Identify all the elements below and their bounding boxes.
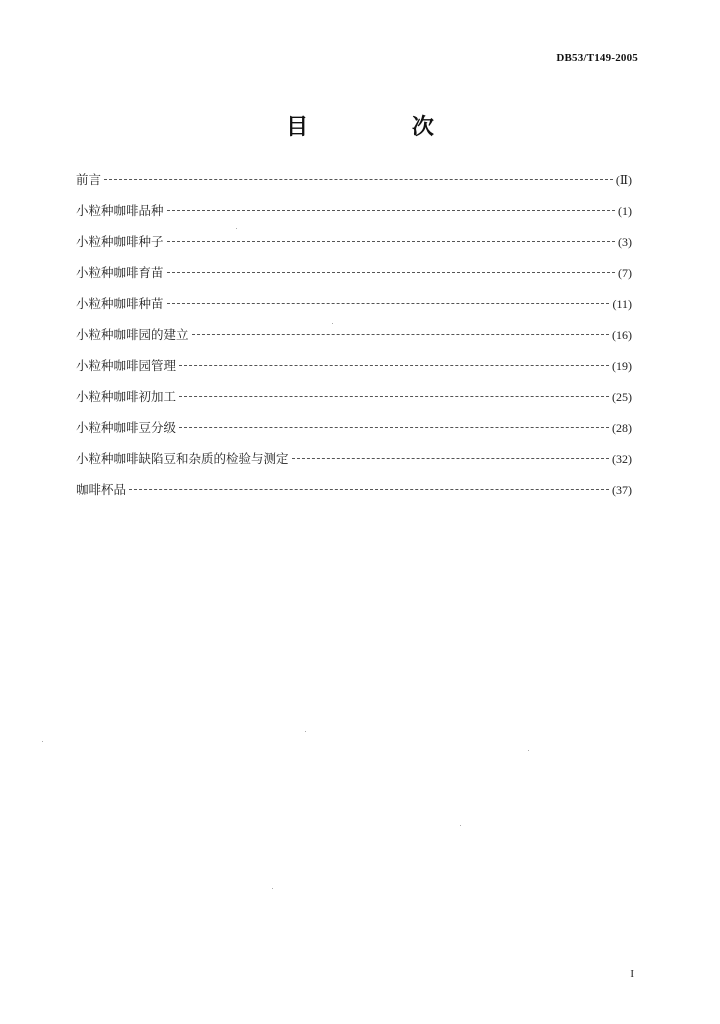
dot-leader [104, 179, 613, 180]
dot-leader [192, 334, 609, 335]
toc-entry-plantation-establishment[interactable] [76, 325, 632, 356]
page-number: I [630, 968, 634, 980]
dot-leader [129, 489, 609, 490]
toc-entry-label: 小粒种咖啡园的建立 [76, 327, 189, 342]
toc-entry-label: 前言 [76, 172, 102, 187]
scan-speck [460, 825, 461, 826]
toc-entry-plantation-management[interactable] [76, 356, 632, 387]
dot-leader [167, 210, 615, 211]
scan-speck [236, 228, 237, 229]
toc-entry-defect-inspection[interactable] [76, 449, 632, 480]
dot-leader [179, 427, 609, 428]
toc-entry-label: 小粒种咖啡缺陷豆和杂质的检验与测定 [76, 451, 289, 466]
scan-speck [528, 750, 529, 751]
toc-entry-page: (1) [618, 204, 632, 218]
table-of-contents [76, 170, 632, 511]
page-title: 目 次 [286, 115, 482, 140]
toc-entry-label: 咖啡杯品 [76, 482, 127, 497]
toc-entry-foreword[interactable] [76, 170, 632, 201]
toc-entry-label: 小粒种咖啡初加工 [76, 389, 177, 404]
dot-leader [179, 365, 609, 366]
toc-entry-page: (7) [618, 266, 632, 280]
toc-entry-label: 小粒种咖啡种子 [76, 234, 164, 249]
toc-entry-label: 小粒种咖啡育苗 [76, 265, 164, 280]
toc-entry-page: (28) [612, 421, 632, 435]
toc-entry-page: (16) [612, 328, 632, 342]
document-code: DB53/T149-2005 [556, 52, 638, 64]
scan-speck [42, 741, 43, 742]
toc-entry-page: (3) [618, 235, 632, 249]
toc-entry-page: (19) [612, 359, 632, 373]
toc-entry-seeds[interactable] [76, 232, 632, 263]
toc-entry-page: (25) [612, 390, 632, 404]
toc-entry-label: 小粒种咖啡豆分级 [76, 420, 177, 435]
toc-entry-bean-grading[interactable] [76, 418, 632, 449]
toc-entry-varieties[interactable] [76, 201, 632, 232]
toc-entry-page: (11) [612, 297, 632, 311]
dot-leader [167, 241, 615, 242]
dot-leader [167, 272, 615, 273]
dot-leader [292, 458, 609, 459]
scan-speck [305, 731, 306, 732]
scan-speck [332, 323, 333, 324]
dot-leader [179, 396, 609, 397]
toc-entry-page: (Ⅱ) [615, 173, 632, 187]
toc-entry-primary-processing[interactable] [76, 387, 632, 418]
dot-leader [167, 303, 610, 304]
toc-entry-page: (37) [612, 483, 632, 497]
toc-entry-label: 小粒种咖啡种苗 [76, 296, 164, 311]
toc-entry-page: (32) [612, 452, 632, 466]
toc-entry-label: 小粒种咖啡园管理 [76, 358, 177, 373]
toc-entry-seedlings[interactable] [76, 294, 632, 325]
toc-entry-nursery[interactable] [76, 263, 632, 294]
toc-entry-cup-tasting[interactable] [76, 480, 632, 511]
toc-entry-label: 小粒种咖啡品种 [76, 203, 164, 218]
scan-speck [272, 888, 273, 889]
